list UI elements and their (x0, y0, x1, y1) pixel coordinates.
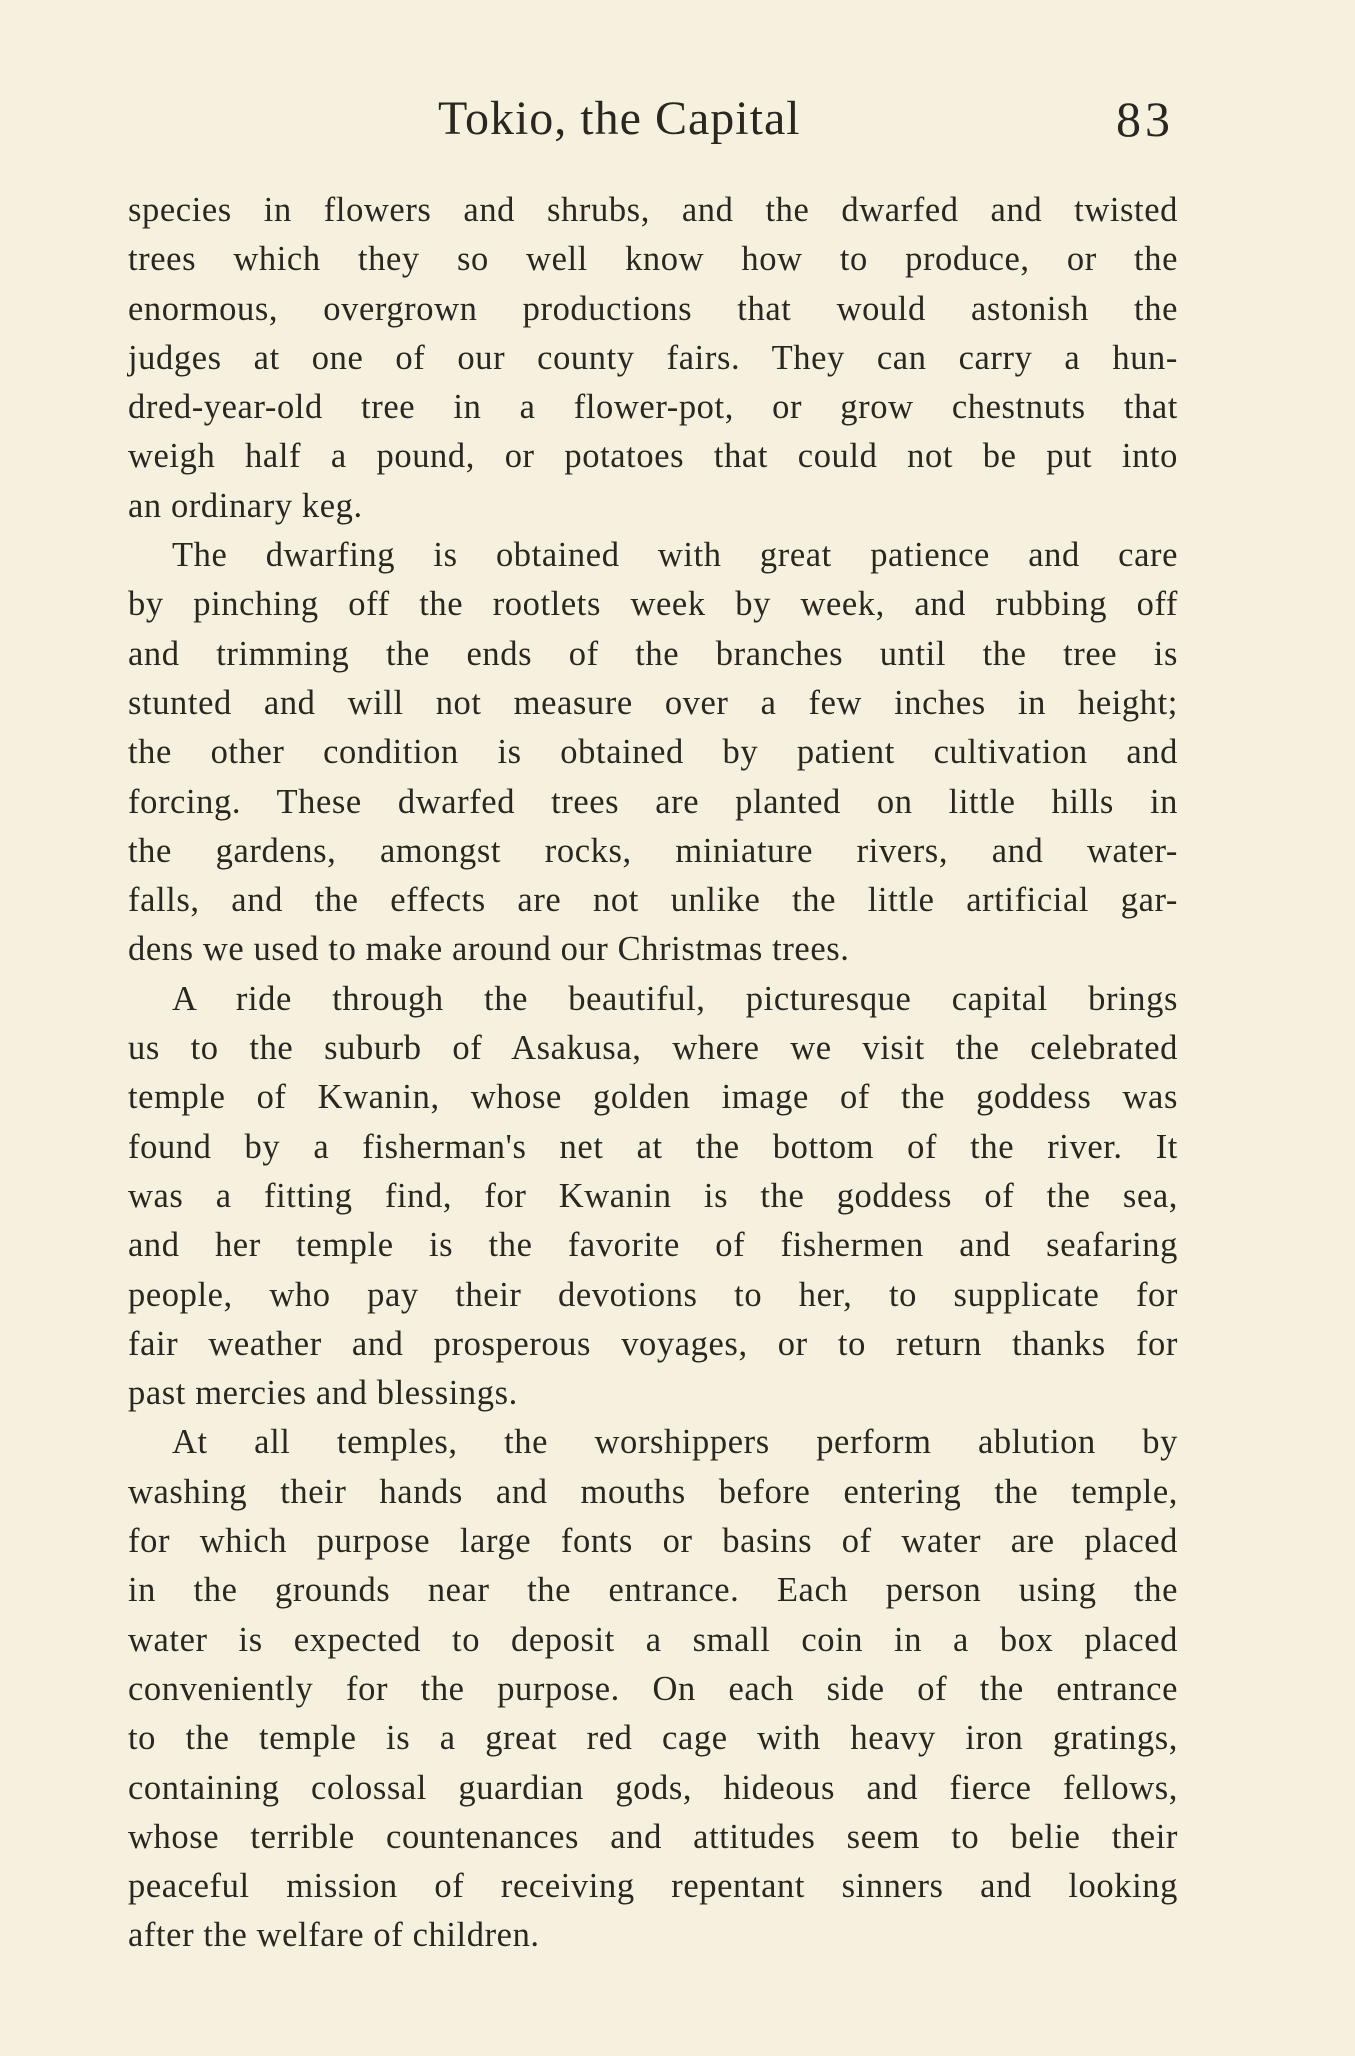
page-number: 83 (1116, 91, 1174, 147)
text-line: people, who pay their devotions to her, to supplicate for (128, 1275, 1178, 1314)
text-line: conveniently for the purpose. On each side of the entrance (128, 1669, 1178, 1708)
text-line: water is expected to deposit a small coin in a box placed (128, 1620, 1178, 1659)
text-line: stunted and will not measure over a few inches in height; (128, 683, 1178, 722)
text-line: past mercies and blessings. (128, 1374, 518, 1413)
text-line: us to the suburb of Asakusa, where we visit the celebrated (128, 1029, 1178, 1068)
text-line: peaceful mission of receiving repentant sinners and looking (128, 1867, 1178, 1906)
text-line: the gardens, amongst rocks, miniature rivers, and water- (128, 831, 1178, 870)
text-line: in the grounds near the entrance. Each person using the (128, 1571, 1178, 1610)
body-text (128, 186, 1178, 1961)
text-line: containing colossal guardian gods, hideous and fierce fellows, (128, 1768, 1178, 1807)
text-line: forcing. These dwarfed trees are planted on little hills in (128, 782, 1178, 821)
text-line: judges at one of our county fairs. They can carry a hun- (128, 338, 1178, 377)
text-line: the other condition is obtained by patient cultivation and (128, 733, 1178, 772)
text-line: species in flowers and shrubs, and the dwarfed and twisted (128, 191, 1178, 229)
text-line: and trimming the ends of the branches until the tree is (128, 634, 1178, 673)
text-line: an ordinary keg. (128, 486, 363, 525)
text-line: falls, and the effects are not unlike the little artificial gar- (128, 881, 1178, 920)
text-line: dred-year-old tree in a flower-pot, or grow chestnuts that (128, 388, 1178, 427)
text-line: to the temple is a great red cage with heavy iron gratings, (128, 1719, 1178, 1758)
running-head (0, 84, 1355, 154)
text-line: fair weather and prosperous voyages, or to return thanks for (128, 1324, 1178, 1363)
text-line: dens we used to make around our Christmas trees. (128, 930, 850, 969)
text-line: At all temples, the worshippers perform ablution by (172, 1423, 1178, 1462)
text-line: and her temple is the favorite of fishermen and seafaring (128, 1226, 1178, 1265)
text-line: washing their hands and mouths before entering the temple, (128, 1472, 1178, 1511)
text-line: after the welfare of children. (128, 1916, 540, 1955)
text-line: was a fitting find, for Kwanin is the goddess of the sea, (128, 1176, 1178, 1215)
text-line: trees which they so well know how to produce, or the (128, 240, 1178, 279)
text-line: found by a fisherman's net at the bottom of the river. It (128, 1127, 1178, 1166)
text-line: A ride through the beautiful, picturesque capital brings (172, 979, 1178, 1018)
text-line: for which purpose large fonts or basins of water are placed (128, 1522, 1178, 1561)
text-line: The dwarfing is obtained with great patience and care (172, 536, 1178, 575)
text-line: enormous, overgrown productions that would astonish the (128, 289, 1178, 328)
text-line: by pinching off the rootlets week by week, and rubbing off (128, 585, 1178, 624)
text-line: temple of Kwanin, whose golden image of the goddess was (128, 1078, 1178, 1117)
text-line: weigh half a pound, or potatoes that could not be put into (128, 437, 1178, 476)
text-line: whose terrible countenances and attitudes seem to belie their (128, 1817, 1178, 1856)
running-title: Tokio, the Capital (438, 92, 801, 145)
